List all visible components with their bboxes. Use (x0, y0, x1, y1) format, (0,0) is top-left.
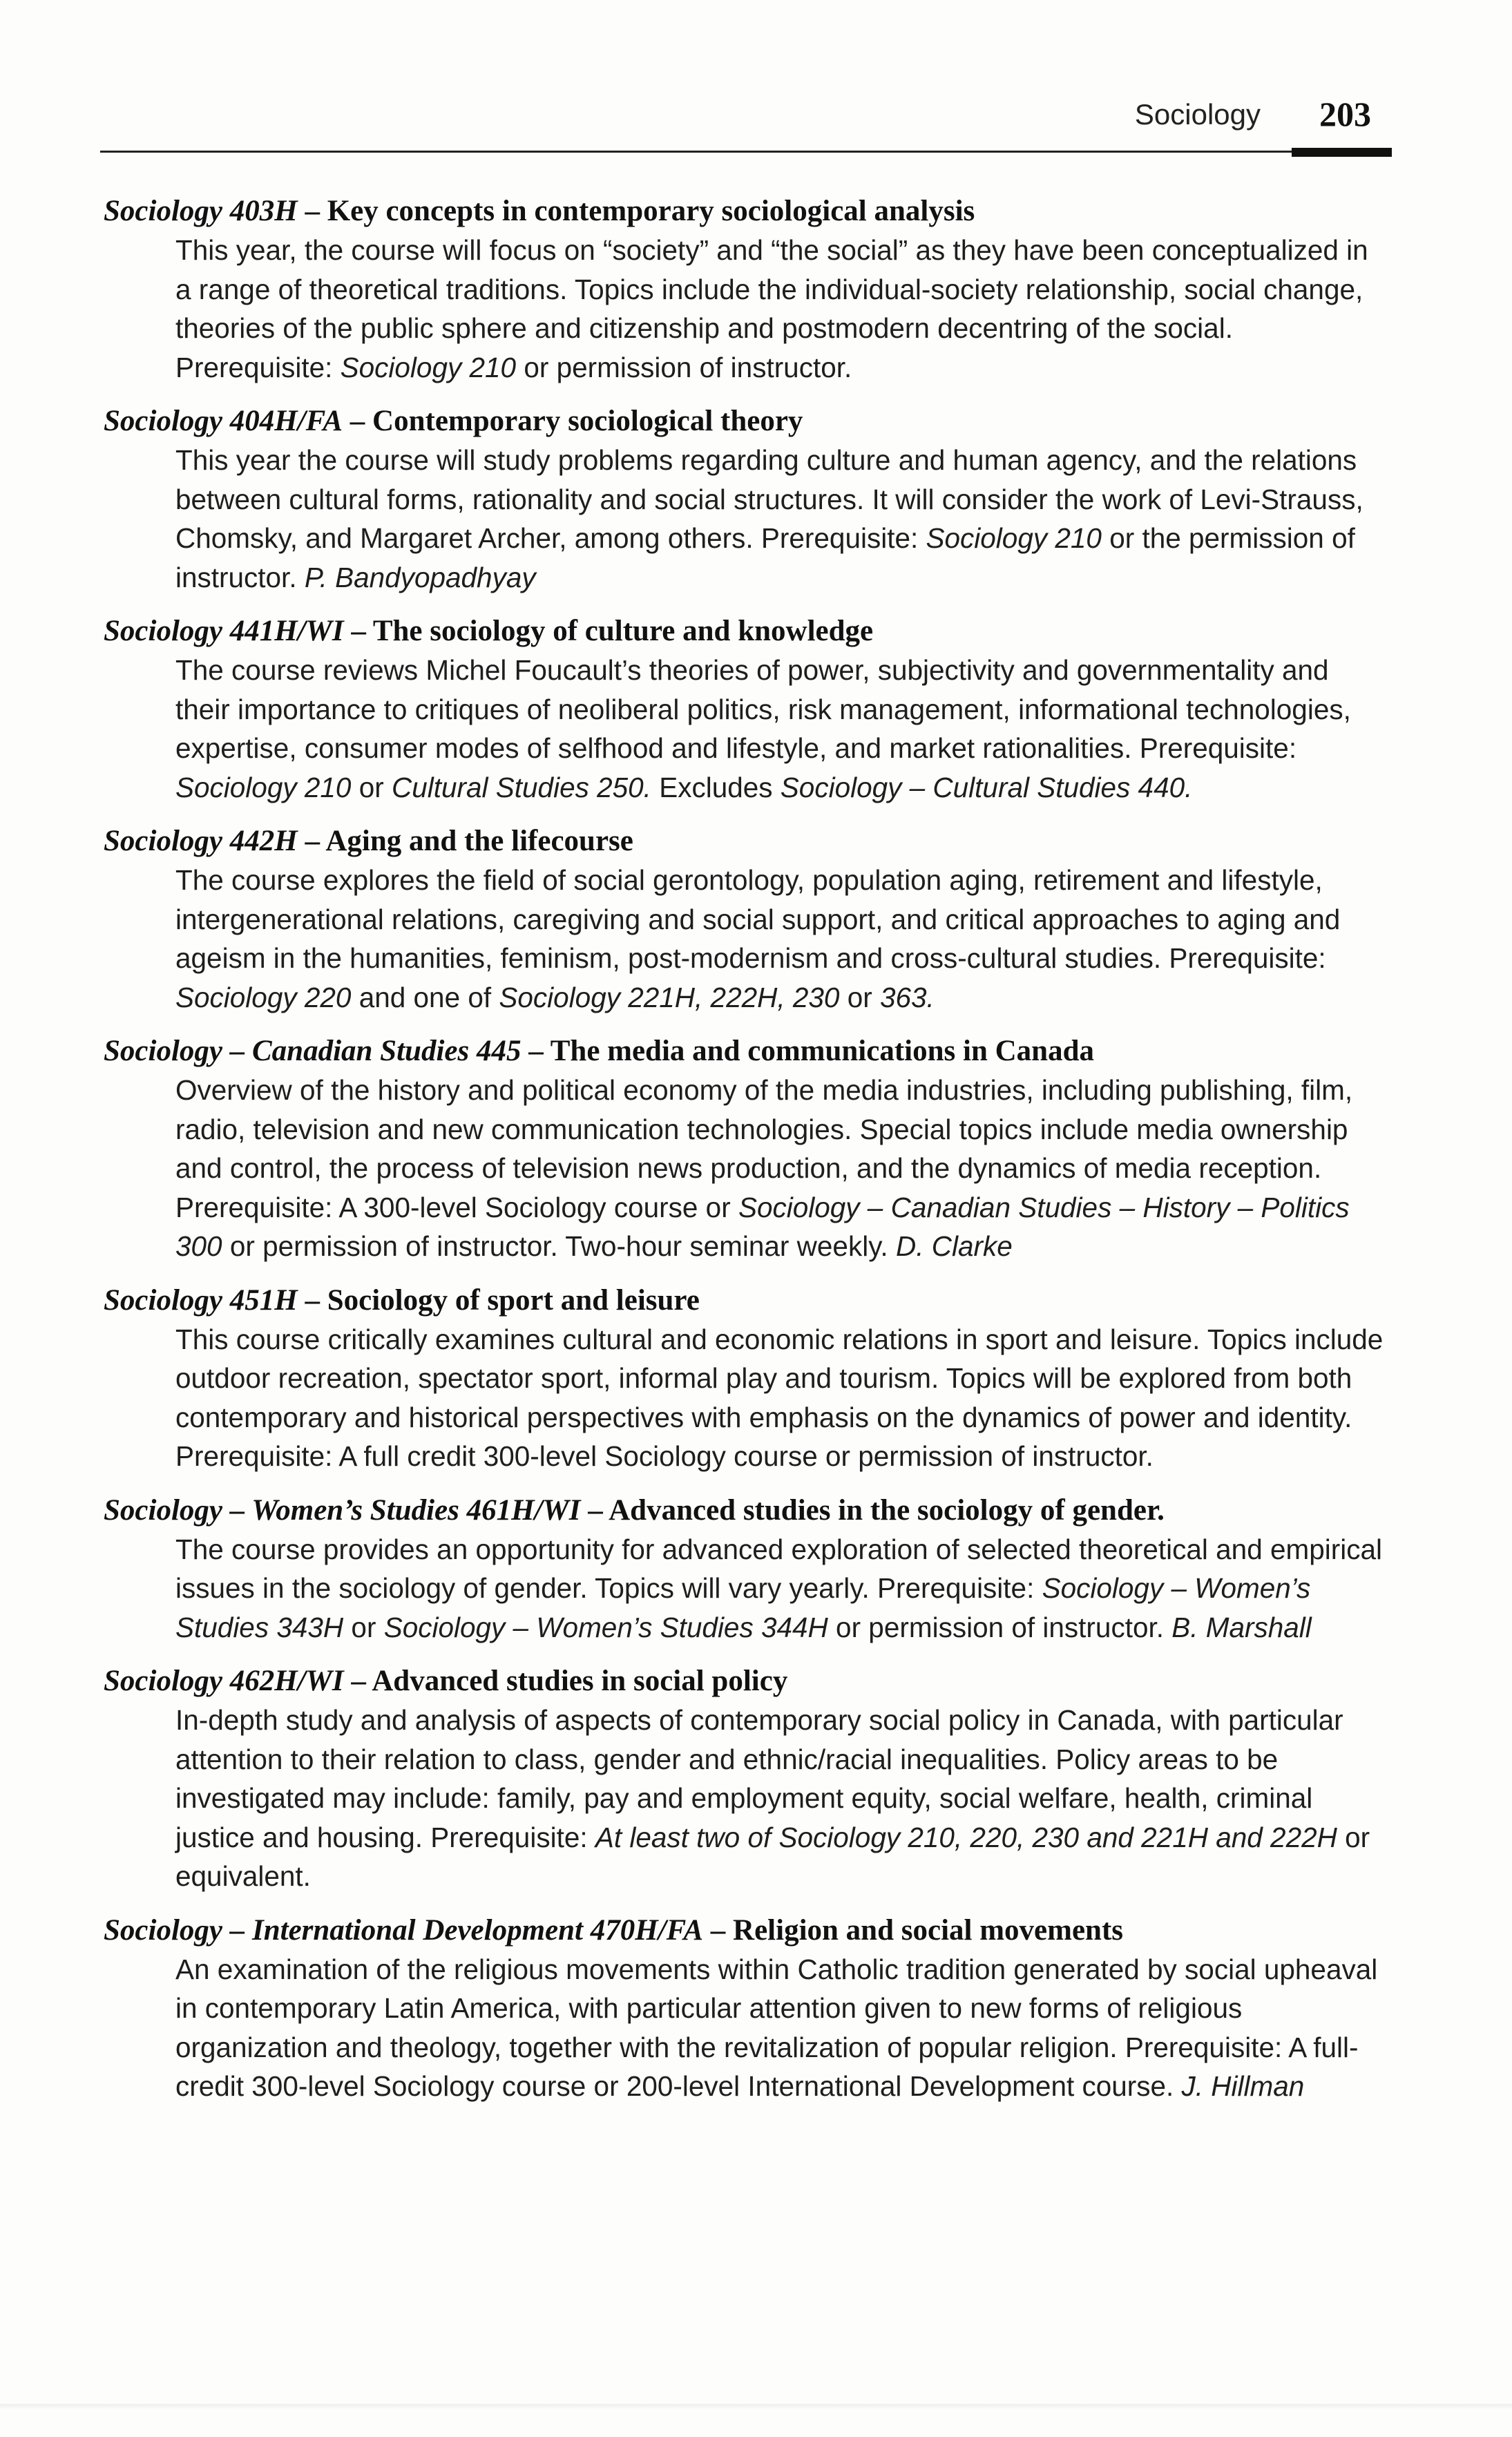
course-entry (104, 1491, 1388, 1647)
course-text: The course provides an opportunity for advanced exploration of selected theoretical and empirical issues in the sociology of gender. Topics will vary yearly. Prerequisite: (175, 1533, 1383, 1604)
course-heading (104, 402, 1388, 441)
course-reference: Sociology – Women’s Studies 343H (175, 1572, 1311, 1643)
course-description (175, 231, 1388, 387)
course-entry (104, 822, 1388, 1017)
course-code: Sociology – International Development 470H/FA (104, 1913, 704, 1947)
course-description (175, 1950, 1388, 2106)
course-text: or permission of instructor. (516, 351, 852, 383)
course-text: This year, the course will focus on “society” and “the social” as they have been conceptualized in a range of theoretical traditions. Topics include the individual-society relationship, social change, theories of the public sphere and citizenship and postmodern decentring of the social. Prerequisite: (175, 234, 1368, 383)
course-entry (104, 1281, 1388, 1476)
page-number: 203 (1319, 95, 1371, 133)
course-reference: Sociology – Canadian Studies – History – Politics 300 (175, 1191, 1350, 1262)
course-code: Sociology – Canadian Studies 445 (104, 1035, 521, 1067)
course-reference: Sociology – Women’s Studies 344H (383, 1611, 828, 1643)
course-heading (104, 1032, 1388, 1071)
course-description (175, 1701, 1388, 1896)
course-entry (104, 192, 1388, 387)
course-code: Sociology – Women’s Studies 461H/WI (104, 1493, 581, 1527)
course-title: The sociology of culture and knowledge (372, 615, 874, 647)
course-dash: – (703, 1913, 734, 1947)
course-title: Key concepts in contemporary sociological analysis (327, 195, 975, 227)
course-code: Sociology 442H (104, 825, 298, 857)
course-dash: – (521, 1035, 551, 1067)
course-text: or permission of instructor. Two-hour seminar weekly. (222, 1230, 896, 1262)
course-text: or (839, 981, 880, 1013)
course-text: or the permission of instructor. (175, 522, 1355, 593)
course-reference: 363. (879, 981, 935, 1013)
course-entry (104, 402, 1388, 597)
course-reference: Cultural Studies 250. (391, 771, 651, 803)
course-reference: Sociology 210 (340, 351, 517, 383)
course-description (175, 1530, 1388, 1647)
course-code: Sociology 403H (104, 195, 298, 227)
course-dash: – (297, 195, 327, 227)
course-reference: J. Hillman (1181, 2070, 1305, 2102)
course-description (175, 1071, 1388, 1266)
course-dash: – (297, 825, 326, 857)
course-entry (104, 612, 1388, 807)
header-section-title: Sociology (1134, 98, 1261, 131)
course-code: Sociology 462H/WI (104, 1665, 344, 1697)
course-text: or (351, 771, 392, 803)
course-reference: P. Bandyopadhyay (304, 561, 536, 593)
course-reference: Sociology 221H, 222H, 230 (499, 981, 840, 1013)
course-title: The media and communications in Canada (550, 1035, 1094, 1067)
course-text: or permission of instructor. (827, 1611, 1172, 1643)
course-reference: Sociology 210 (926, 522, 1102, 554)
course-heading (104, 192, 1388, 231)
course-list (104, 192, 1388, 2121)
course-reference: At least two of Sociology 210, 220, 230 and 221H and 222H (595, 1821, 1337, 1853)
course-reference: B. Marshall (1171, 1611, 1312, 1643)
course-text: This year the course will study problems regarding culture and human agency, and the relations between cultural forms, rationality and social structures. It will consider the work of Levi-Strauss, Chomsky, and Margaret Archer, among others. Prerequisite: (175, 444, 1363, 554)
course-heading (104, 822, 1388, 861)
course-code: Sociology 441H/WI (104, 615, 344, 647)
course-text: or equivalent. (175, 1821, 1370, 1892)
course-dash: – (580, 1493, 609, 1527)
course-text: Excludes (651, 771, 781, 803)
course-heading (104, 612, 1388, 651)
course-dash: – (343, 1665, 372, 1697)
course-dash: – (297, 1283, 327, 1317)
course-heading (104, 1491, 1388, 1530)
course-text: The course explores the field of social gerontology, population aging, retirement and lifestyle, intergenerational relations, caregiving and social support, and critical approaches to aging and ageism in the humanities, feminism, post-modernism and cross-cultural studies. Prerequisite: (175, 864, 1341, 974)
course-title: Religion and social movements (733, 1913, 1123, 1947)
header-rule (100, 151, 1392, 153)
course-text: or (343, 1611, 384, 1643)
course-reference: D. Clarke (895, 1230, 1013, 1262)
course-title: Aging and the lifecourse (325, 825, 633, 857)
course-heading (104, 1911, 1388, 1950)
course-text: This course critically examines cultural and economic relations in sport and leisure. Topics include outdoor recreation, spectator sport, informal play and tourism. Topics will be explored from both contemporary and historical perspectives with emphasis on the dynamics of power and identity. Prerequisite: A full credit 300-level Sociology course or permission of instructor. (175, 1323, 1384, 1472)
course-text: Overview of the history and political economy of the media industries, including publishing, film, radio, television and new communication technologies. Special topics include media ownership and control, the process of television news production, and the dynamics of media reception. Prerequisite: A 300-level Sociology course or (175, 1074, 1353, 1223)
course-reference: Sociology – Cultural Studies 440. (780, 771, 1193, 803)
course-text: The course reviews Michel Foucault’s theories of power, subjectivity and governmentality and their importance to critiques of neoliberal politics, risk management, informational technologies, expertise, consumer modes of selfhood and lifestyle, and market rationalities. Prerequisite: (175, 654, 1351, 764)
course-dash: – (343, 615, 373, 647)
course-description (175, 861, 1388, 1017)
course-title: Advanced studies in the sociology of gender. (609, 1493, 1165, 1527)
course-entry (104, 1662, 1388, 1896)
course-description (175, 651, 1388, 807)
header-rule-block (1292, 148, 1392, 157)
course-text: An examination of the religious movements within Catholic tradition generated by social upheaval in contemporary Latin America, with particular attention given to new forms of religious organization and theology, together with the revitalization of popular religion. Prerequisite: A full-credit 300-level Sociology course or 200-level International Development course. (175, 1953, 1378, 2102)
course-text: and one of (351, 981, 499, 1013)
course-title: Advanced studies in social policy (372, 1665, 788, 1697)
course-description (175, 441, 1388, 597)
course-title: Sociology of sport and leisure (327, 1283, 700, 1317)
course-heading (104, 1662, 1388, 1701)
course-reference: Sociology 220 (175, 981, 352, 1013)
running-header (100, 95, 1392, 146)
course-reference: Sociology 210 (175, 771, 352, 803)
page-edge-shadow (0, 2404, 1512, 2409)
course-text: In-depth study and analysis of aspects of contemporary social policy in Canada, with particular attention to their relation to class, gender and ethnic/racial inequalities. Policy areas to be investigated may include: family, pay and employment equity, social welfare, health, criminal justice and housing. Prerequisite: (175, 1704, 1343, 1853)
course-code: Sociology 404H/FA (104, 405, 343, 437)
course-description (175, 1320, 1388, 1476)
course-heading (104, 1281, 1388, 1320)
course-entry (104, 1032, 1388, 1266)
course-dash: – (343, 405, 373, 437)
course-entry (104, 1911, 1388, 2106)
course-title: Contemporary sociological theory (372, 405, 803, 437)
course-code: Sociology 451H (104, 1283, 298, 1317)
